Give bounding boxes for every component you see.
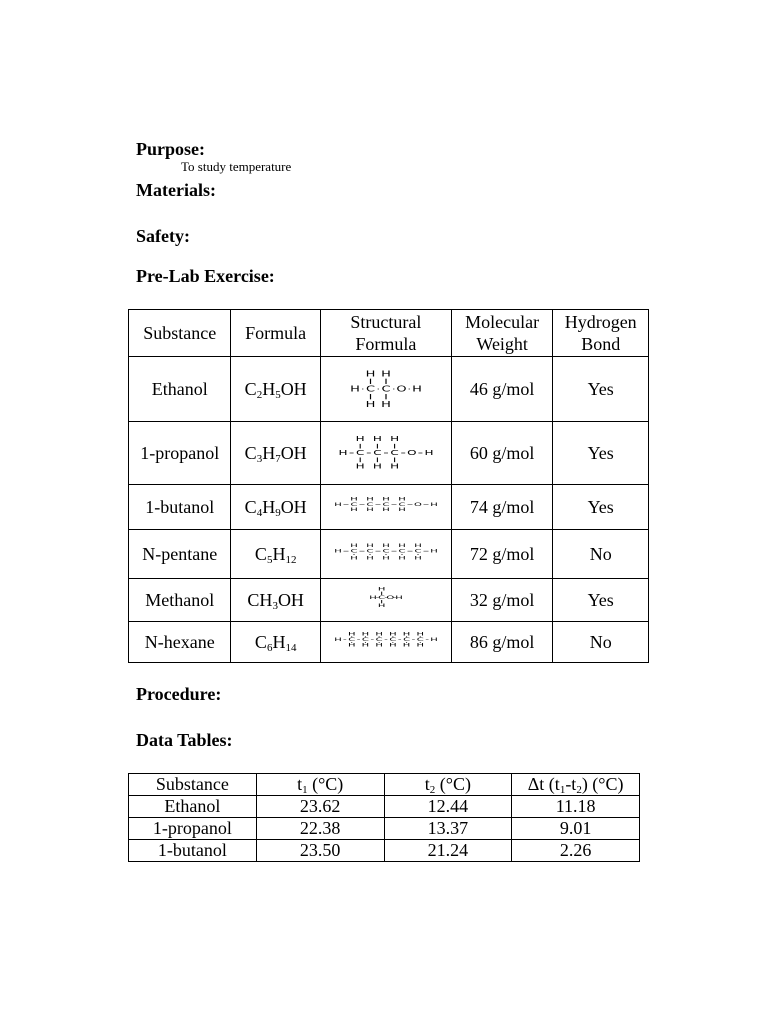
structural-formula-drawing — [321, 622, 451, 662]
hydrogen-atom: H — [372, 462, 382, 471]
prelab-table — [128, 309, 649, 663]
data-header-cell: Δt $(t_1-t_2)$ (°C) — [512, 774, 640, 796]
table-row — [129, 485, 649, 530]
hydrogen-atom: H — [350, 496, 358, 502]
carbon-atom: C — [373, 448, 382, 458]
hydrogen-atom: H — [350, 555, 358, 561]
data-header-cell: $t_2$ (°C) — [384, 774, 512, 796]
purpose-text: To study temperature — [181, 159, 292, 174]
hydrogen-atom: H — [377, 586, 386, 592]
hydrogen-bond-cell: No — [553, 622, 649, 663]
hydrogen-atom: H — [350, 507, 358, 513]
hydrogen-atom: H — [366, 542, 374, 549]
hydrogen-atom: H — [398, 542, 406, 549]
carbon-atom: C — [378, 595, 386, 600]
hydrogen-atom: H — [372, 435, 382, 444]
table-row — [129, 579, 649, 622]
hydrogen-atom: H — [366, 555, 374, 561]
purpose-heading: Purpose: — [136, 139, 205, 159]
hydrogen-bond-cell: Yes — [553, 579, 649, 622]
header-molecular-weight: Molecular Weight — [451, 310, 552, 357]
carbon-atom: C — [382, 548, 390, 554]
structural-formula-cell — [320, 579, 451, 622]
hydrogen-atom: H — [424, 448, 434, 458]
data-header-cell: $t_1$ (°C) — [256, 774, 384, 796]
header-formula: Formula — [231, 310, 320, 357]
hydrogen-atom: H — [366, 507, 374, 513]
table-row — [129, 622, 649, 663]
data-cell: 22.38 — [256, 818, 384, 840]
carbon-atom: C — [350, 548, 358, 554]
hydrogen-atom: H — [412, 384, 422, 394]
formula-cell: $C_2H_5OH$ — [231, 357, 320, 422]
header-hydrogen-bond: Hydrogen Bond — [553, 310, 649, 357]
structural-formula-cell — [320, 622, 451, 663]
carbon-atom: C — [382, 501, 390, 507]
hydrogen-bond-cell: Yes — [553, 485, 649, 530]
molecular-weight-cell: 72 g/mol — [451, 530, 552, 579]
hydrogen-atom: H — [338, 448, 348, 458]
hydrogen-atom: H — [347, 642, 356, 648]
hydrogen-atom: H — [398, 496, 406, 502]
hydrogen-atom: H — [390, 435, 400, 444]
carbon-atom: C — [390, 448, 399, 458]
hydrogen-atom: H — [389, 631, 397, 637]
hydrogen-atom: H — [414, 555, 422, 561]
header-substance: Substance — [129, 310, 231, 357]
substance-cell: Ethanol — [129, 357, 231, 422]
oxygen-atom: O — [396, 384, 407, 394]
molecular-weight-cell: 86 g/mol — [451, 622, 552, 663]
hydrogen-atom: H — [334, 501, 342, 507]
carbon-atom: C — [366, 548, 374, 554]
data-cell: 2.26 — [512, 840, 640, 862]
hydrogen-atom: H — [350, 384, 360, 394]
hydrogen-atom: H — [416, 631, 424, 637]
hydrogen-bond-cell: Yes — [553, 422, 649, 485]
carbon-atom: C — [414, 548, 422, 554]
hydrogen-atom: H — [382, 507, 390, 513]
safety-heading: Safety: — [136, 226, 190, 246]
table-row — [129, 796, 640, 818]
hydrogen-atom: H — [382, 542, 390, 549]
hydrogen-atom: H — [369, 595, 377, 600]
structural-formula-cell — [320, 530, 451, 579]
substance-cell: N-hexane — [129, 622, 231, 663]
formula-cell: $C_3H_7OH$ — [231, 422, 320, 485]
molecular-weight-cell: 60 g/mol — [451, 422, 552, 485]
hydrogen-atom: H — [334, 548, 342, 554]
carbon-atom: C — [402, 637, 410, 642]
prelab-heading: Pre-Lab Exercise: — [136, 266, 275, 286]
carbon-atom: C — [365, 384, 375, 394]
hydrogen-atom: H — [389, 642, 397, 648]
data-cell: Ethanol — [129, 796, 257, 818]
formula-cell: $C_5H_{12}$ — [231, 530, 320, 579]
structural-formula-drawing — [321, 357, 451, 421]
table-row — [129, 840, 640, 862]
carbon-atom: C — [389, 637, 397, 642]
carbon-atom: C — [355, 448, 365, 458]
carbon-atom: C — [350, 501, 358, 507]
header-structural-formula: Structural Formula — [320, 310, 451, 357]
hydrogen-atom: H — [361, 642, 370, 648]
hydrogen-atom: H — [390, 462, 400, 471]
hydrogen-bond-cell: No — [553, 530, 649, 579]
hydrogen-atom: H — [414, 542, 422, 549]
hydrogen-atom: H — [366, 496, 374, 502]
hydrogen-atom: H — [382, 555, 390, 561]
hydrogen-atom: H — [365, 399, 376, 410]
table-row — [129, 818, 640, 840]
structural-formula-cell — [320, 485, 451, 530]
data-table — [128, 773, 640, 862]
carbon-atom: C — [375, 637, 383, 642]
hydrogen-atom: H — [375, 642, 383, 648]
carbon-atom: C — [348, 637, 356, 642]
carbon-atom: C — [366, 501, 374, 507]
carbon-atom: C — [416, 637, 424, 642]
formula-cell: $C_6H_{14}$ — [231, 622, 320, 663]
data-tables-heading: Data Tables: — [136, 730, 233, 750]
molecular-weight-cell: 46 g/mol — [451, 357, 552, 422]
hydrogen-atom: H — [381, 368, 391, 379]
carbon-atom: C — [398, 548, 406, 554]
hydrogen-atom: H — [398, 507, 406, 513]
structural-formula-cell — [320, 422, 451, 485]
procedure-heading: Procedure: — [136, 684, 222, 704]
hydrogen-bond-cell: Yes — [553, 357, 649, 422]
hydrogen-atom: H — [365, 368, 376, 379]
table-row — [129, 357, 649, 422]
substance-cell: Methanol — [129, 579, 231, 622]
structural-formula-drawing — [321, 579, 451, 621]
data-cell: 12.44 — [384, 796, 512, 818]
carbon-atom: C — [361, 637, 369, 642]
hydrogen-atom: H — [347, 631, 356, 637]
oxygen-atom: O — [386, 595, 395, 600]
oxygen-atom: O — [413, 501, 422, 507]
formula-cell: $C_4H_9OH$ — [231, 485, 320, 530]
hydrogen-atom: H — [398, 555, 406, 561]
data-cell: 23.62 — [256, 796, 384, 818]
data-cell: 1-butanol — [129, 840, 257, 862]
materials-heading: Materials: — [136, 180, 216, 200]
hydrogen-atom: H — [402, 642, 411, 648]
hydrogen-atom: H — [430, 548, 438, 554]
substance-cell: 1-propanol — [129, 422, 231, 485]
hydrogen-atom: H — [430, 501, 438, 507]
structural-formula-drawing — [321, 422, 451, 484]
molecular-weight-cell: 32 g/mol — [451, 579, 552, 622]
hydrogen-atom: H — [334, 637, 342, 642]
hydrogen-atom: H — [402, 631, 411, 637]
data-cell: 1-propanol — [129, 818, 257, 840]
data-cell: 9.01 — [512, 818, 640, 840]
substance-cell: 1-butanol — [129, 485, 231, 530]
hydrogen-atom: H — [350, 542, 358, 549]
carbon-atom: C — [398, 501, 406, 507]
hydrogen-atom: H — [395, 595, 403, 600]
prelab-header-row — [129, 310, 649, 357]
data-cell: 23.50 — [256, 840, 384, 862]
hydrogen-atom: H — [355, 462, 365, 471]
molecular-weight-cell: 74 g/mol — [451, 485, 552, 530]
hydrogen-atom: H — [430, 637, 438, 642]
structural-formula-cell — [320, 357, 451, 422]
data-cell: 21.24 — [384, 840, 512, 862]
table-row — [129, 422, 649, 485]
formula-cell: $CH_3OH$ — [231, 579, 320, 622]
oxygen-atom: O — [406, 448, 417, 458]
data-cell: 11.18 — [512, 796, 640, 818]
hydrogen-atom: H — [361, 631, 370, 637]
data-header-cell: Substance — [129, 774, 257, 796]
table-row — [129, 530, 649, 579]
hydrogen-atom: H — [375, 631, 383, 637]
hydrogen-atom: H — [382, 496, 390, 502]
data-cell: 13.37 — [384, 818, 512, 840]
structural-formula-drawing — [321, 530, 451, 578]
substance-cell: N-pentane — [129, 530, 231, 579]
hydrogen-atom: H — [377, 603, 386, 609]
structural-formula-drawing — [321, 485, 451, 529]
hydrogen-atom: H — [416, 642, 424, 648]
carbon-atom: C — [381, 384, 391, 394]
hydrogen-atom: H — [355, 435, 365, 444]
data-header-row — [129, 774, 640, 796]
hydrogen-atom: H — [381, 399, 391, 410]
